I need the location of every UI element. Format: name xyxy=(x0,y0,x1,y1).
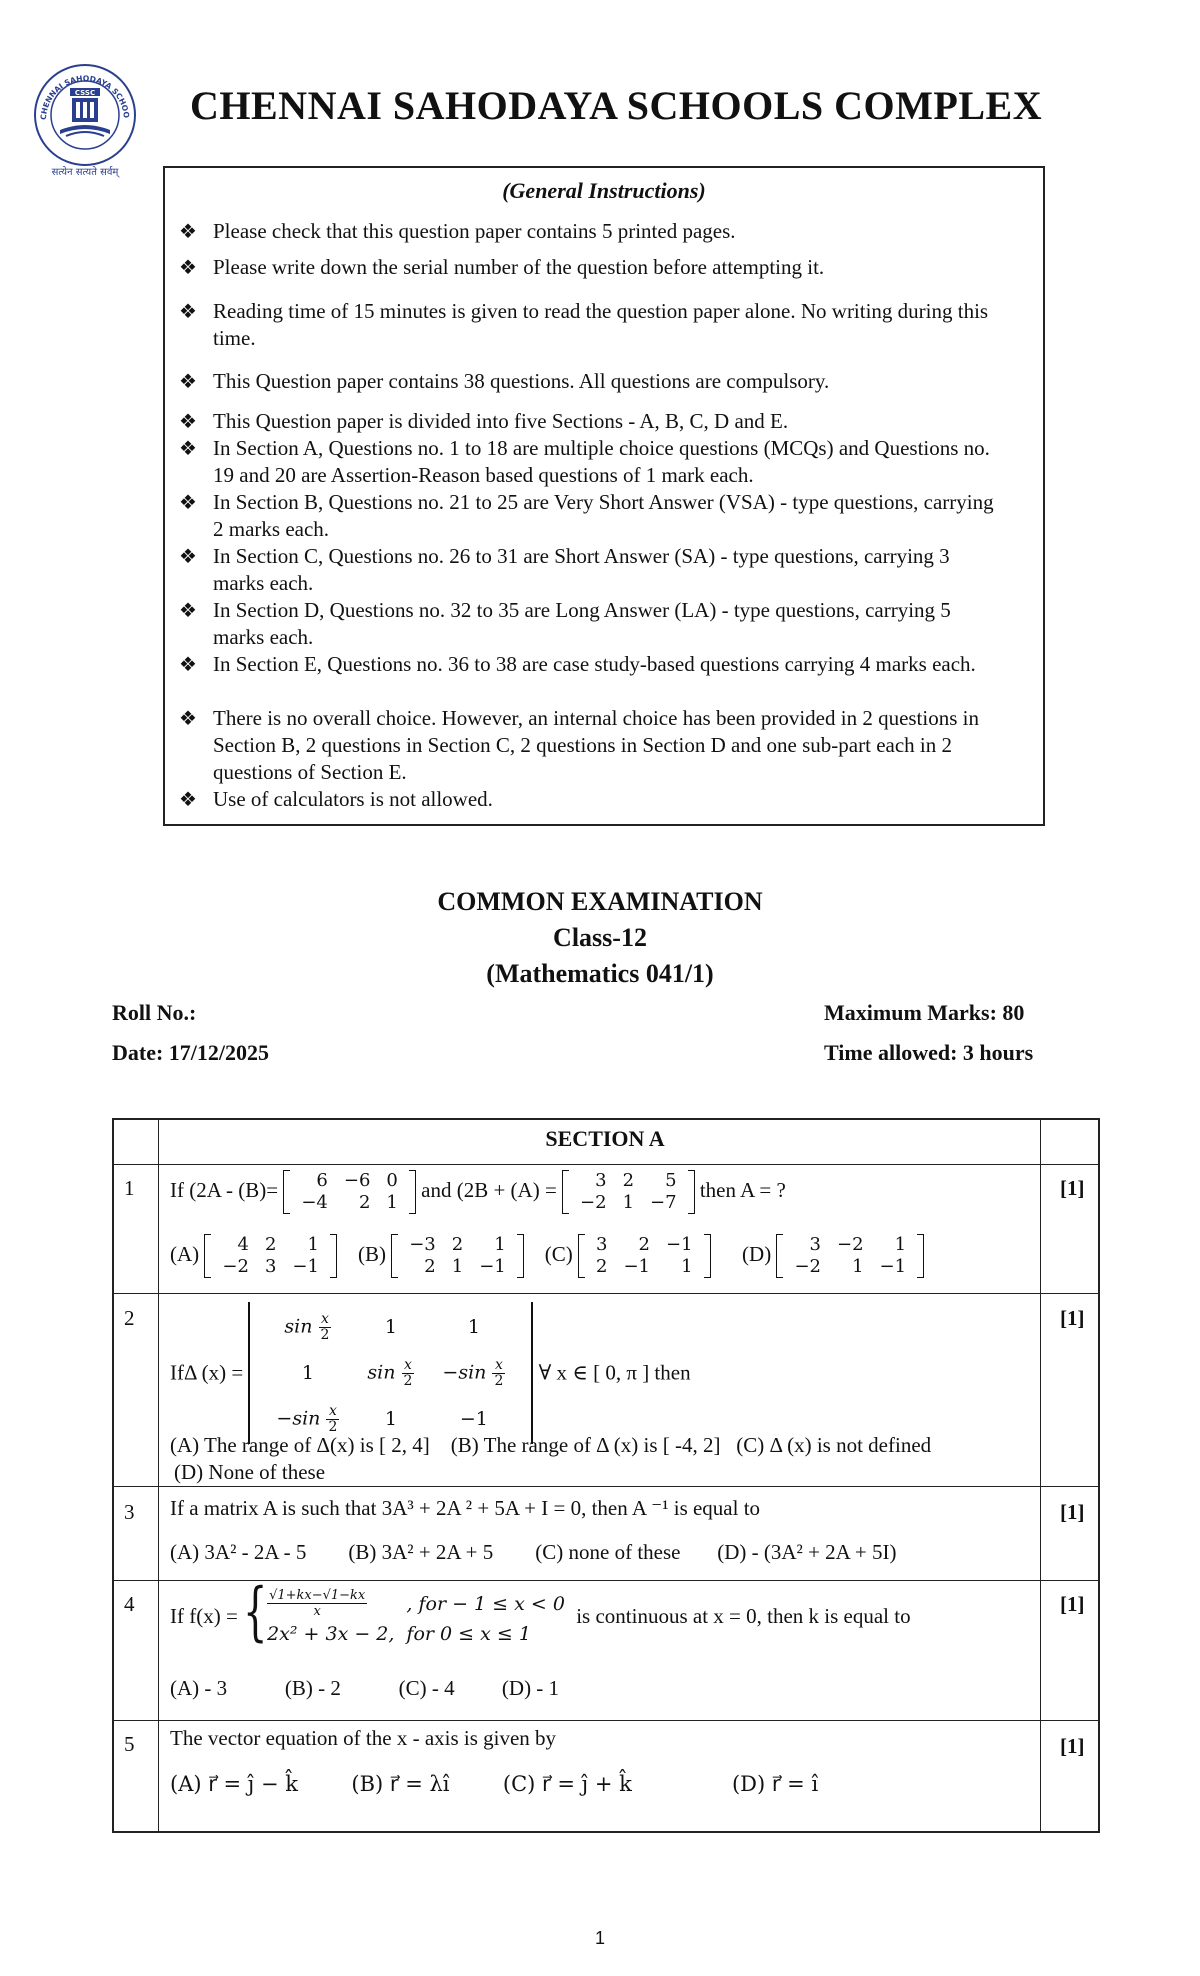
option-c-matrix: 3 2 −1 2 −1 1 xyxy=(578,1234,711,1278)
diamond-bullet-icon: ❖ xyxy=(179,255,197,279)
question-marks: [1] xyxy=(1060,1592,1085,1616)
page-number: 1 xyxy=(594,1928,605,1948)
instruction-item: ❖ Use of calculators is not allowed. xyxy=(179,787,493,811)
instruction-item: ❖ Reading time of 15 minutes is given to read the question paper alone. No writing during this time. xyxy=(179,299,989,350)
question-stem: The vector equation of the x - axis is given by xyxy=(170,1726,557,1750)
question-options: (A) 3A² - 2A - 5 (B) 3A² + 2A + 5 (C) none of these (D) - (3A² + 2A + 5I) xyxy=(170,1540,897,1564)
section-title: SECTION A xyxy=(545,1126,665,1151)
diamond-bullet-icon: ❖ xyxy=(179,652,197,676)
question-marks: [1] xyxy=(1060,1734,1085,1758)
question-marks: [1] xyxy=(1060,1500,1085,1524)
max-marks: Maximum Marks: 80 xyxy=(824,1000,1025,1025)
diamond-bullet-icon: ❖ xyxy=(179,787,197,811)
school-name: CHENNAI SAHODAYA SCHOOLS COMPLEX xyxy=(190,83,1043,128)
logo-ring-text: CHENNAI SAHODAYA SCHOO xyxy=(38,73,132,121)
question-options-line-2: (D) None of these xyxy=(174,1460,326,1484)
instruction-item: ❖ In Section A, Questions no. 1 to 18 are multiple choice questions (MCQs) and Questions no. 19 and 20 are Assertion-Reason based questions of 1 mark each. xyxy=(179,436,990,487)
question-number: 2 xyxy=(124,1306,135,1330)
school-crest-logo xyxy=(30,60,140,178)
diamond-bullet-icon: ❖ xyxy=(179,436,197,460)
roll-no-label: Roll No.: xyxy=(112,1000,197,1025)
instruction-item: ❖ This Question paper contains 38 questions. All questions are compulsory. xyxy=(179,369,830,393)
question-marks: [1] xyxy=(1060,1176,1085,1200)
instruction-item: ❖ In Section B, Questions no. 21 to 25 are Very Short Answer (VSA) - type questions, carrying 2 marks each. xyxy=(179,490,994,541)
question-stem: If (2A - (B)= 6 −6 0 −4 2 1 and (2B + (A) = 3 2 5 −2 1 −7 then A = ? xyxy=(170,1170,786,1213)
question-stem: If a matrix A is such that 3A³ + 2A ² + 5A + I = 0, then A ⁻¹ is equal to xyxy=(170,1496,761,1520)
question-options: (A) - 3 (B) - 2 (C) - 4 (D) - 1 xyxy=(170,1676,560,1700)
question-marks: [1] xyxy=(1060,1306,1085,1330)
matrix-2: 3 2 5 −2 1 −7 xyxy=(562,1170,695,1214)
diamond-bullet-icon: ❖ xyxy=(179,299,197,323)
instruction-item: ❖ Please write down the serial number of the question before attempting it. xyxy=(179,255,825,279)
option-b-matrix: −3 2 1 2 1 −1 xyxy=(391,1234,524,1278)
question-number: 1 xyxy=(124,1176,135,1200)
question-options: (A) 4 2 1 −2 3 −1 (B) −3 2 1 2 1 −1 (C) 3 2 −1 2 −1 1 (D) 3 −2 1 −2 1 −1 xyxy=(170,1234,924,1278)
time-allowed: Time allowed: 3 hours xyxy=(824,1040,1034,1065)
question-number: 3 xyxy=(124,1500,135,1524)
piecewise-function: { $\frac{√1+kx-√1-kx}{x}$ , for − 1 ≤ x < 0 2x² + 3x − 2, for 0 ≤ x ≤ 1 xyxy=(243,1575,565,1649)
exam-class: Class-12 xyxy=(553,923,647,952)
instruction-item: ❖ In Section C, Questions no. 26 to 31 are Short Answer (SA) - type questions, carrying 3 marks each. xyxy=(179,544,950,595)
question-options: (A) r⃗ = ĵ − k̂ (B) r⃗ = λî (C) r⃗ = ĵ + k̂ (D) r⃗ = î xyxy=(170,1772,819,1796)
diamond-bullet-icon: ❖ xyxy=(179,706,197,730)
matrix-1: 6 −6 0 −4 2 1 xyxy=(283,1170,416,1214)
diamond-bullet-icon: ❖ xyxy=(179,409,197,433)
diamond-bullet-icon: ❖ xyxy=(179,598,197,622)
diamond-bullet-icon: ❖ xyxy=(179,369,197,393)
question-number: 4 xyxy=(124,1592,135,1616)
instruction-item: ❖ In Section E, Questions no. 36 to 38 are case study-based questions carrying 4 marks each. xyxy=(179,652,976,676)
question-stem: IfΔ (x) = sin $\frac{x}{2}$ 1 1 1 sin $\frac{x}{2}$ −sin $\frac{x}{2}$ −sin $\frac{x}{2}$ 1 −1 ∀ x ∈ [ 0, π ] then xyxy=(170,1302,691,1444)
instructions-heading: (General Instructions) xyxy=(502,178,706,203)
brace-icon: { xyxy=(243,1575,268,1649)
option-a-matrix: 4 2 1 −2 3 −1 xyxy=(204,1234,337,1278)
exam-subject: (Mathematics 041/1) xyxy=(486,959,714,988)
question-stem: If f(x) = { $\frac{√1+kx-√1-kx}{x}$ , for − 1 ≤ x < 0 2x² + 3x − 2, for 0 ≤ x ≤ 1 is continuous at x = 0, then k is equal to xyxy=(170,1575,911,1649)
question-number: 5 xyxy=(124,1732,135,1756)
diamond-bullet-icon: ❖ xyxy=(179,490,197,514)
option-d-matrix: 3 −2 1 −2 1 −1 xyxy=(776,1234,924,1278)
general-instructions-box xyxy=(163,166,1045,826)
instruction-item: ❖ There is no overall choice. However, an internal choice has been provided in 2 questions in Section B, 2 questions in Section C, 2 questions in Section D and one sub-part each in 2 questions of Section E. xyxy=(179,706,979,784)
instruction-item: ❖ Please check that this question paper contains 5 printed pages. xyxy=(179,219,736,243)
logo-motto: सत्येन सत्यते सर्वम् xyxy=(51,167,119,178)
instruction-item: ❖ In Section D, Questions no. 32 to 35 are Long Answer (LA) - type questions, carrying 5 marks each. xyxy=(179,598,951,649)
diamond-bullet-icon: ❖ xyxy=(179,219,197,243)
exam-date: Date: 17/12/2025 xyxy=(112,1040,270,1065)
diamond-bullet-icon: ❖ xyxy=(179,544,197,568)
question-options-line-1: (A) The range of Δ(x) is [ 2, 4] (B) The range of Δ (x) is [ -4, 2] (C) Δ (x) is not defined xyxy=(170,1433,932,1457)
logo-badge: CSSC xyxy=(74,89,96,97)
exam-title: COMMON EXAMINATION xyxy=(437,887,763,916)
instruction-item: ❖ This Question paper is divided into five Sections - A, B, C, D and E. xyxy=(179,409,789,433)
determinant: sin $\frac{x}{2}$ 1 1 1 sin $\frac{x}{2}$ −sin $\frac{x}{2}$ −sin $\frac{x}{2}$ 1 −1 xyxy=(248,1302,533,1444)
questions-table xyxy=(112,1118,1100,1833)
